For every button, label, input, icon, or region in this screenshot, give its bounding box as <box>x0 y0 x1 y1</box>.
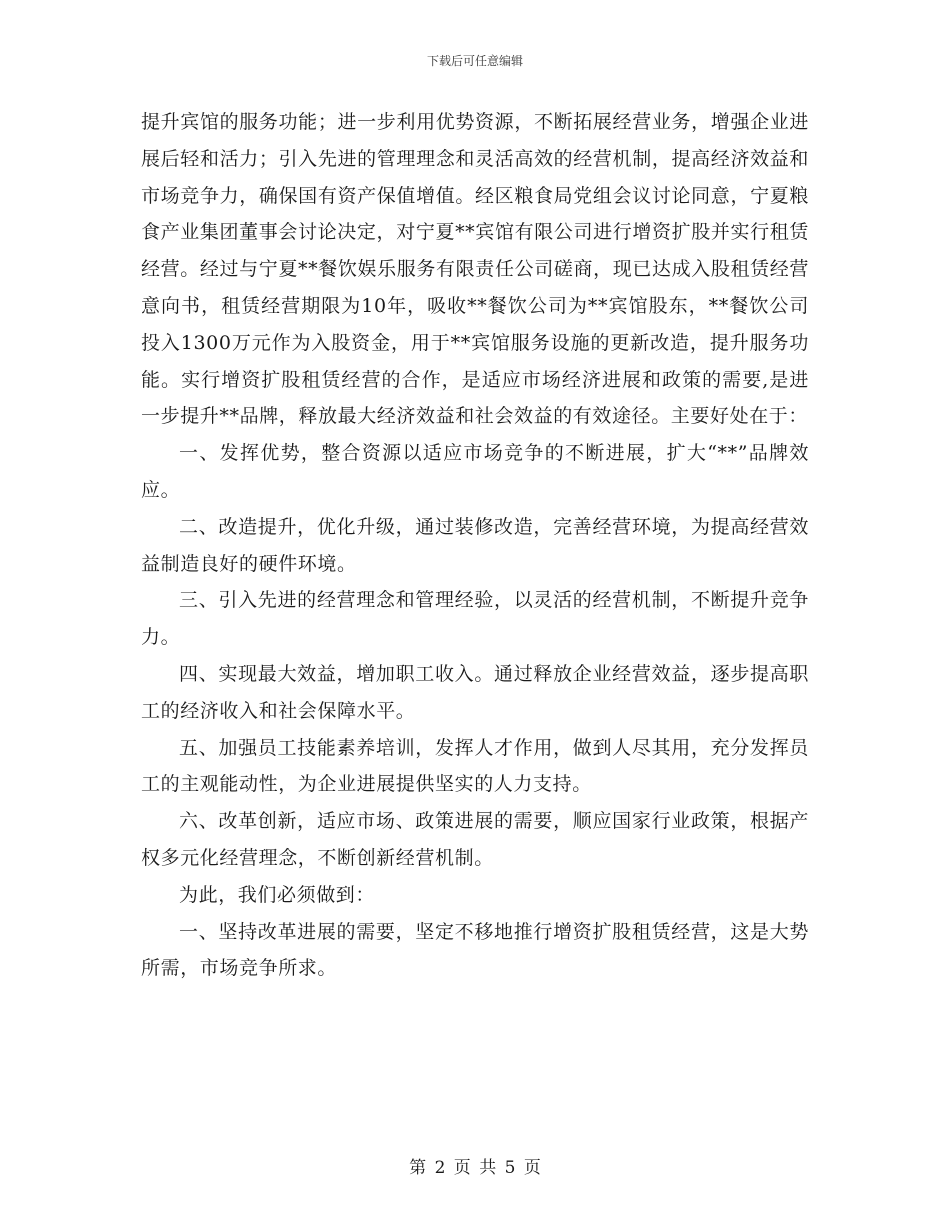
paragraph-point-5: 五、加强员工技能素养培训，发挥人才作用，做到人尽其用，充分发挥员工的主观能动性，为企业进展提供坚实的人力支持。 <box>141 736 809 796</box>
paragraph-point-3: 三、引入先进的经营理念和管理经验，以灵活的经营机制，不断提升竞争力。 <box>141 589 809 649</box>
paragraph-point-2: 二、改造提升，优化升级，通过装修改造，完善经营环境，为提高经营效益制造良好的硬件环境。 <box>141 515 809 575</box>
page-header: 下载后可任意编辑 <box>426 54 523 68</box>
page-number: 第 2 页 共 5 页 <box>409 1158 541 1178</box>
paragraph-intro: 提升宾馆的服务功能；进一步利用优势资源，不断拓展经营业务，增强企业进展后轻和活力；引入先进的管理理念和灵活高效的经营机制，提高经济效益和市场竞争力，确保国有资产保值增值。经区粮食局党组会议讨论同意，宁夏粮食产业集团董事会讨论决定，对宁夏**宾馆有限公司进行增资扩股并实行租赁经营。经过与宁夏**餐饮娱乐服务有限责任公司磋商，现已达成入股租赁经营意向书，租赁经营期限为10年，吸收**餐饮公司为**宾馆股东，**餐饮公司投入1300万元作为入股资金，用于**宾馆服务设施的更新改造，提升服务功能。实行增资扩股租赁经营的合作，是适应市场经济进展和政策的需要,是进一步提升**品牌，释放最大经济效益和社会效益的有效途径。主要好处在于： <box>141 111 809 428</box>
paragraph-point-6: 六、改革创新，适应市场、政策进展的需要，顺应国家行业政策，根据产权多元化经营理念，不断创新经营机制。 <box>141 810 809 869</box>
document-body <box>141 104 809 987</box>
paragraph-therefore: 为此，我们必须做到： <box>179 883 376 906</box>
paragraph-requirement-1: 一、坚持改革进展的需要，坚定不移地推行增资扩股租赁经营，这是大势所需，市场竞争所求。 <box>141 920 809 980</box>
paragraph-point-1: 一、发挥优势，整合资源以适应市场竞争的不断进展，扩大“**”品牌效应。 <box>141 442 809 501</box>
paragraph-point-4: 四、实现最大效益，增加职工收入。通过释放企业经营效益，逐步提高职工的经济收入和社会保障水平。 <box>141 662 809 722</box>
